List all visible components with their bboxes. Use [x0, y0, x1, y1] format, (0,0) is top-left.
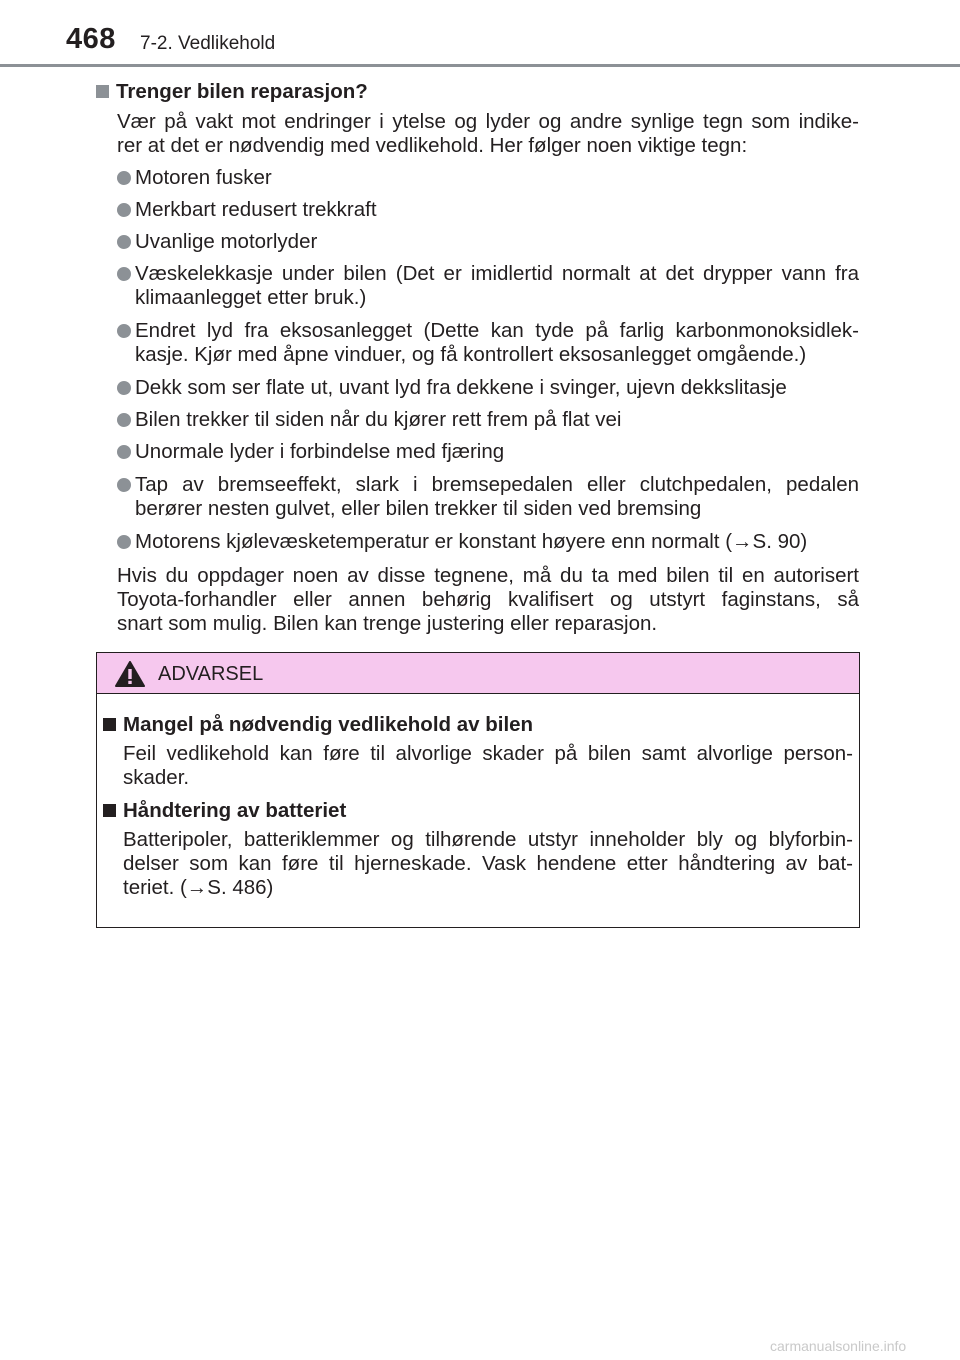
list-item	[117, 230, 859, 254]
section-title: 7-2. Vedlikehold	[140, 33, 276, 54]
bullet-dot-icon	[117, 235, 131, 249]
bullet-dot-icon	[117, 478, 131, 492]
list-item-text: Unormale lyder i forbindelse med fjæring	[135, 440, 505, 463]
list-item	[117, 530, 859, 554]
closing-line: snart som mulig. Bilen kan trenge justering eller reparasjon.	[117, 612, 658, 635]
intro-line: Vær på vakt mot endringer i ytelse og lyder og andre synlige tegn som indike-	[117, 110, 859, 133]
closing-line: Hvis du oppdager noen av disse tegnene, må du ta med bilen til en autorisert	[117, 564, 859, 587]
section-heading	[96, 80, 368, 104]
list-item	[117, 408, 859, 432]
watermark: carmanualsonline.info	[770, 1338, 907, 1354]
warning-triangle-icon	[115, 661, 145, 687]
list-item-text: Tap av bremseeffekt, slark i bremsepedalen eller clutchpedalen, pedalen	[135, 473, 859, 496]
bullet-dot-icon	[117, 535, 131, 549]
list-item-text: Motoren fusker	[135, 166, 272, 189]
header-divider	[0, 64, 960, 67]
list-item-text: Væskelekkasje under bilen (Det er imidlertid normalt at det drypper vann fra	[135, 262, 859, 285]
list-item-text: klimaanlegget etter bruk.)	[135, 286, 367, 309]
list-item	[117, 319, 859, 367]
bullet-dot-icon	[117, 171, 131, 185]
square-bullet-icon	[96, 85, 109, 98]
list-item	[117, 376, 859, 400]
bullet-dot-icon	[117, 203, 131, 217]
bullet-dot-icon	[117, 381, 131, 395]
warning-box	[96, 652, 860, 928]
bullet-dot-icon	[117, 445, 131, 459]
list-item	[117, 473, 859, 521]
warning-title: ADVARSEL	[158, 663, 264, 685]
list-item	[117, 440, 859, 464]
intro-paragraph	[117, 110, 859, 158]
closing-paragraph	[117, 564, 859, 636]
heading-text: Trenger bilen reparasjon?	[116, 80, 368, 103]
warning-line: skader.	[123, 766, 190, 789]
square-bullet-icon	[103, 804, 116, 817]
bullet-dot-icon	[117, 267, 131, 281]
list-item-text: Endret lyd fra eksosanlegget (Dette kan tyde på farlig karbonmonoksidlek-	[135, 319, 859, 342]
list-item	[117, 198, 859, 222]
list-item-text: Motorens kjølevæsketemperatur er konstant høyere enn normalt (→S. 90)	[135, 530, 808, 553]
closing-line: Toyota-forhandler eller annen behørig kvalifisert og utstyrt faginstans, så	[117, 588, 859, 611]
warning-item-heading-text: Håndtering av batteriet	[123, 799, 347, 822]
warning-line: Batteripoler, batteriklemmer og tilhørende utstyr inneholder bly og blyforbin-	[123, 828, 853, 851]
warning-item-heading	[103, 799, 346, 823]
warning-item-heading-text: Mangel på nødvendig vedlikehold av bilen	[123, 713, 534, 736]
warning-header	[97, 653, 859, 694]
warning-item-text	[123, 742, 853, 790]
warning-line: teriet. (→S. 486)	[123, 876, 274, 899]
warning-line: Feil vedlikehold kan føre til alvorlige skader på bilen samt alvorlige person-	[123, 742, 853, 765]
warning-item-heading	[103, 713, 533, 737]
list-item-text: Bilen trekker til siden når du kjører rett frem på flat vei	[135, 408, 622, 431]
list-item	[117, 262, 859, 310]
intro-line: rer at det er nødvendig med vedlikehold. Her følger noen viktige tegn:	[117, 134, 748, 157]
page-number: 468	[66, 23, 116, 55]
page-header	[0, 0, 960, 66]
list-item	[117, 166, 859, 190]
list-item-text: kasje. Kjør med åpne vinduer, og få kontrollert eksosanlegget omgående.)	[135, 343, 807, 366]
bullet-dot-icon	[117, 413, 131, 427]
list-item-text: Merkbart redusert trekkraft	[135, 198, 377, 221]
square-bullet-icon	[103, 718, 116, 731]
list-item-text: berører nesten gulvet, eller bilen trekker til siden ved bremsing	[135, 497, 702, 520]
bullet-dot-icon	[117, 324, 131, 338]
list-item-text: Dekk som ser flate ut, uvant lyd fra dekkene i svinger, ujevn dekkslitasje	[135, 376, 787, 399]
list-item-text: Uvanlige motorlyder	[135, 230, 318, 253]
warning-item-text	[123, 828, 853, 900]
warning-line: delser som kan føre til hjerneskade. Vask hendene etter håndtering av bat-	[123, 852, 853, 875]
